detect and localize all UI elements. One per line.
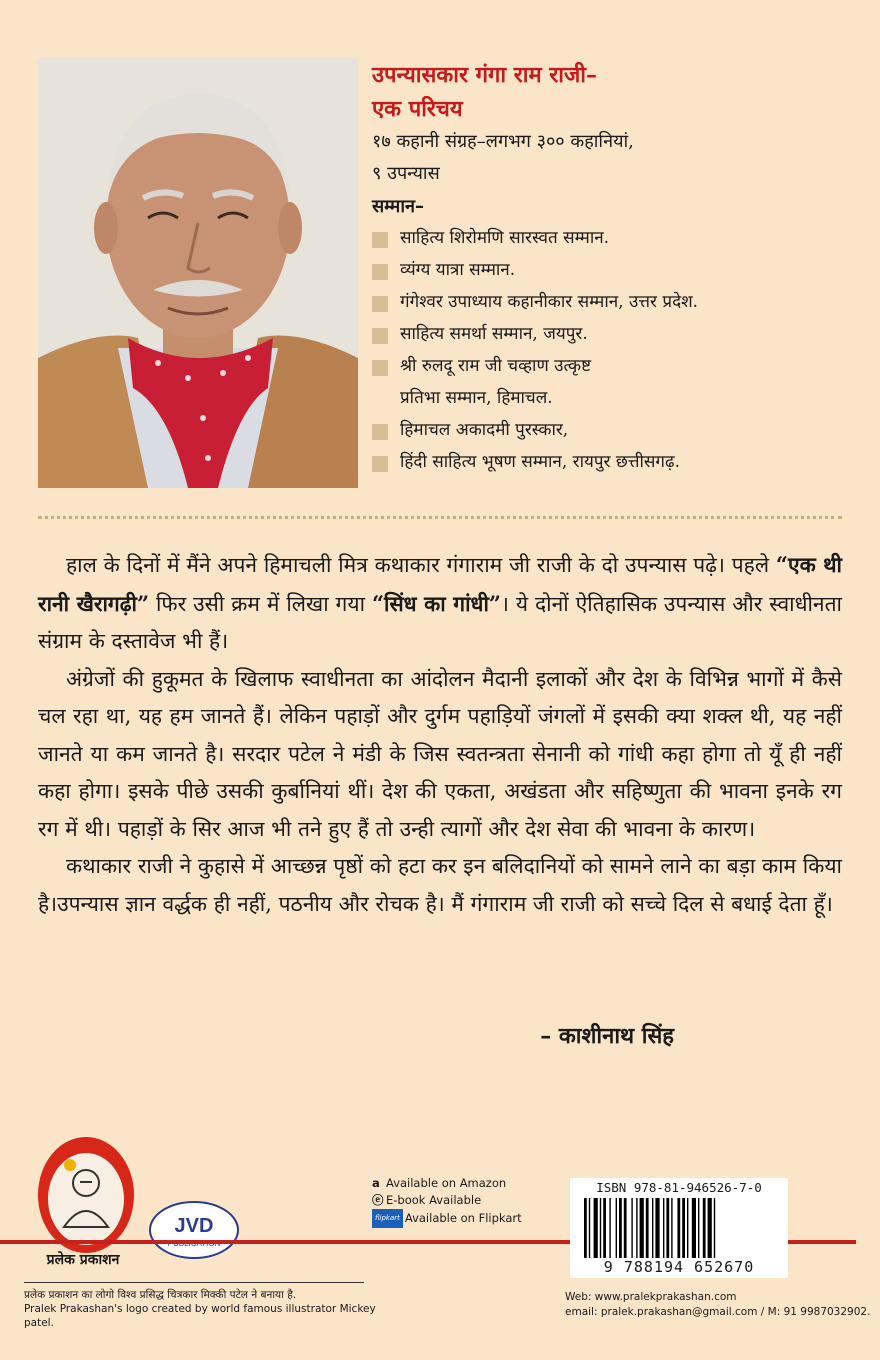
logo-credit: प्रलेक प्रकाशन का लोगो विश्व प्रसिद्ध चित्रकार मिक्की पटेल ने बनाया है. Pralek Prakashan's logo created by world famous illustrator Mickey patel. <box>24 1289 376 1329</box>
works-line-2: ९ उपन्यास <box>372 163 440 184</box>
honor-item: व्यंग्य यात्रा सम्मान. <box>372 254 852 286</box>
works-line-1: १७ कहानी संग्रह–लगभग ३०० कहानियां, <box>372 131 634 152</box>
jvd-publication-logo <box>148 1200 240 1260</box>
square-bullet-icon <box>372 328 388 344</box>
barcode-digits: 9 788194 652670 <box>603 1258 755 1276</box>
publisher-contact <box>565 1290 870 1320</box>
amazon-availability: a Available on Amazon <box>372 1176 507 1190</box>
pralek-logo <box>34 1135 138 1255</box>
ebook-availability: ⓔ E-book Available <box>372 1193 482 1207</box>
isbn-barcode <box>570 1178 788 1278</box>
bio-title: उपन्यासकार गंगा राम राजी– <box>372 62 597 88</box>
bio-subtitle: एक परिचय <box>372 96 463 122</box>
book-title-1: “एक थी रानी खैरागढ़ी” <box>38 552 842 616</box>
jvd-logo-text: JVD <box>174 1215 214 1237</box>
honor-item: साहित्य शिरोमणि सारस्वत सम्मान. <box>372 222 852 254</box>
square-bullet-icon <box>372 360 388 376</box>
dotted-divider <box>38 516 842 519</box>
pralek-name: प्रलेक प्रकाशन <box>46 1252 120 1268</box>
amazon-icon: a <box>372 1176 380 1190</box>
honors-heading: सम्मान– <box>372 196 424 217</box>
square-bullet-icon <box>372 296 388 312</box>
review-text <box>38 546 842 923</box>
honor-item: हिमाचल अकादमी पुरस्कार, <box>372 414 852 446</box>
flipkart-icon: flipkart <box>372 1209 403 1228</box>
honors-list <box>372 222 852 478</box>
review-signature: – काशीनाथ सिंह <box>540 1023 674 1049</box>
credit-rule <box>24 1282 364 1283</box>
email: email: pralek.prakashan@gmail.com / M: 91 9987032902. <box>565 1306 871 1318</box>
review-paragraph-2: अंग्रेजों की हुकूमत के खिलाफ स्वाधीनता का आंदोलन मैदानी इलाकों और देश के विभिन्न भागों में कैसे चल रहा था, यह हम जानते हैं। लेकिन पहाड़ों और दुर्गम पहाड़ियों जंगलों में इसकी क्या शक्ल थी, यह नहीं जानते या कम जानते है। सरदार पटेल ने मंडी के जिस स्वतन्त्रता सेनानी को गांधी कहा होगा तो यूँ ही नहीं कहा होगा। इसके पीछे उसकी कुर्बानियां थीं। देश की एकता, अखंडता और सहिष्णुता की भावना इनके रग रग में थी। पहाड़ों के सिर आज भी तने हुए हैं तो उन्ही त्यागों और देश सेवा की भावना के कारण। <box>38 666 842 841</box>
author-bio <box>372 58 852 478</box>
website: Web: www.pralekprakashan.com <box>565 1291 737 1303</box>
availability-list <box>372 1175 542 1228</box>
honor-item: हिंदी साहित्य भूषण सम्मान, रायपुर छत्तीसगढ़. <box>372 446 852 478</box>
ebook-icon: ⓔ <box>372 1193 384 1207</box>
square-bullet-icon <box>372 456 388 472</box>
book-title-2: “सिंध का गांधी” <box>371 590 501 616</box>
review-paragraph-3: कथाकार राजी ने कुहासे में आच्छन्न पृष्ठों को हटा कर इन बलिदानियों को सामने लाने का बड़ा काम किया है।उपन्यास ज्ञान वर्द्धक ही नहीं, पठनीय और रोचक है। मैं गंगाराम जी राजी को सच्चे दिल से बधाई देता हूँ। <box>38 854 842 916</box>
square-bullet-icon <box>372 232 388 248</box>
flipkart-availability: flipkart Available on Flipkart <box>372 1209 542 1228</box>
barcode-bars <box>582 1198 782 1258</box>
honor-item: साहित्य समर्था सम्मान, जयपुर. <box>372 318 852 350</box>
author-photo <box>38 58 358 488</box>
square-bullet-icon <box>372 424 388 440</box>
review-paragraph-1: हाल के दिनों में मैंने अपने हिमाचली मित्र कथाकार गंगाराम जी राजी के दो उपन्यास पढ़े। पहले “एक थी रानी खैरागढ़ी” फिर उसी क्रम में लिखा गया “सिंध का गांधी”। ये दोनों ऐतिहासिक उपन्यास और स्वाधीनता संग्राम के दस्तावेज भी हैं। <box>38 552 842 653</box>
honor-item: श्री रुलदू राम जी चव्हाण उत्कृष्ट प्रतिभा सम्मान, हिमाचल. <box>372 350 852 414</box>
honor-item: गंगेश्वर उपाध्याय कहानीकार सम्मान, उत्तर प्रदेश. <box>372 286 852 318</box>
square-bullet-icon <box>372 264 388 280</box>
isbn-label: ISBN 978-81-946526-7-0 <box>596 1180 762 1195</box>
